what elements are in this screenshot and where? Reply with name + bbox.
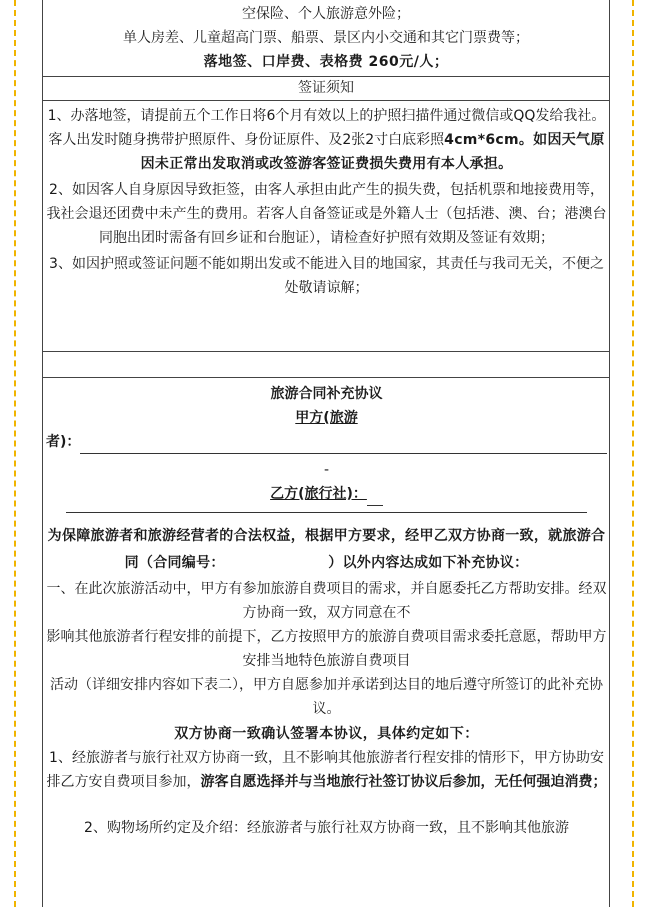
item-1-bold: 游客自愿选择并与当地旅行社签订协议后参加，无任何强迫消费； xyxy=(200,774,607,790)
party-b-full-line xyxy=(66,512,587,513)
party-a-row xyxy=(46,430,607,454)
dash-mark: - xyxy=(323,462,330,478)
right-dashed-border xyxy=(632,0,634,907)
clause-1-part-b: 影响其他旅游者行程安排的前提下，乙方按照甲方的旅游自费项目需求委托意愿，帮助甲方安排当地特色旅游自费项目 xyxy=(46,629,607,669)
party-b-label: 乙方(旅行社)： xyxy=(270,486,367,502)
document-table xyxy=(42,0,610,907)
fee-line-extras: 单人房差、儿童超高门票、船票、景区内小交通和其它门票费等； xyxy=(123,30,529,46)
clause-1-part-a: 一、在此次旅游活动中，甲方有参加旅游自费项目的需求，并自愿委托乙方帮助安排。经双方协商一致，双方同意在不 xyxy=(46,581,607,621)
visa-notice-title: 签证须知 xyxy=(43,77,609,101)
visa-item-3: 3、如因护照或签证问题不能如期出发或不能进入目的地国家，其责任与我司无关，不便之处敬请谅解； xyxy=(49,256,604,296)
fee-exclusions-section xyxy=(43,0,609,77)
visa-notice-section xyxy=(43,101,609,352)
visa-item-2: 2、如因客人自身原因导致拒签，由客人承担由此产生的损失费，包括机票和地接费用等，我社会退还团费中未产生的费用。若客人自备签证或是外籍人士（包括港、澳、台；港澳台同胞出团时需备有回乡证和台胞证），请检查好护照有效期及签证有效期； xyxy=(46,182,607,246)
visa-item-1-text: 1、办落地签，请提前五个工作日将6个月有效以上的护照扫描件通过微信或QQ发给我社。客人出发时随身携带护照原件、身份证原件、及2张2寸白底彩照 xyxy=(47,108,606,148)
party-a-label: 甲方(旅游 xyxy=(295,410,358,426)
confirm-heading: 双方协商一致确认签署本协议，具体约定如下： xyxy=(174,726,479,742)
left-dashed-border xyxy=(14,0,16,907)
party-a-label-cont: 者)： xyxy=(46,434,81,450)
item-1 xyxy=(46,746,607,794)
party-b-signature-line xyxy=(367,489,383,506)
item-1-text: 1、经旅游者与旅行社双方协商一致，且不影响其他旅游者行程安排的情形下，甲方协助安排乙方安自费项目参加， xyxy=(46,750,604,790)
fee-line-visa: 落地签、口岸费、表格费 260元/人； xyxy=(203,54,449,70)
agreement-intro: 为保障旅游者和旅游经营者的合法权益，根据甲方要求，经甲乙双方协商一致，就旅游合同（合同编号： ）以外内容达成如下补充协议： xyxy=(47,528,606,571)
agreement-title: 旅游合同补充协议 xyxy=(270,386,383,402)
supplementary-agreement-section xyxy=(43,378,609,908)
party-a-signature-line xyxy=(80,437,607,454)
blank-row xyxy=(43,352,609,378)
item-2: 2、购物场所约定及介绍：经旅游者与旅行社双方协商一致，且不影响其他旅游 xyxy=(84,820,569,836)
visa-item-1-bold: 4cm*6cm。如因天气原因未正常出发取消或改签游客签证费损失费用有本人承担。 xyxy=(140,132,605,172)
visa-item-1 xyxy=(46,104,607,176)
party-b-row xyxy=(46,482,607,506)
fee-line-insurance: 空保险、个人旅游意外险； xyxy=(242,6,410,22)
clause-1-part-c: 活动（详细安排内容如下表二），甲方自愿参加并承诺到达目的地后遵守所签订的此补充协议。 xyxy=(50,677,603,717)
